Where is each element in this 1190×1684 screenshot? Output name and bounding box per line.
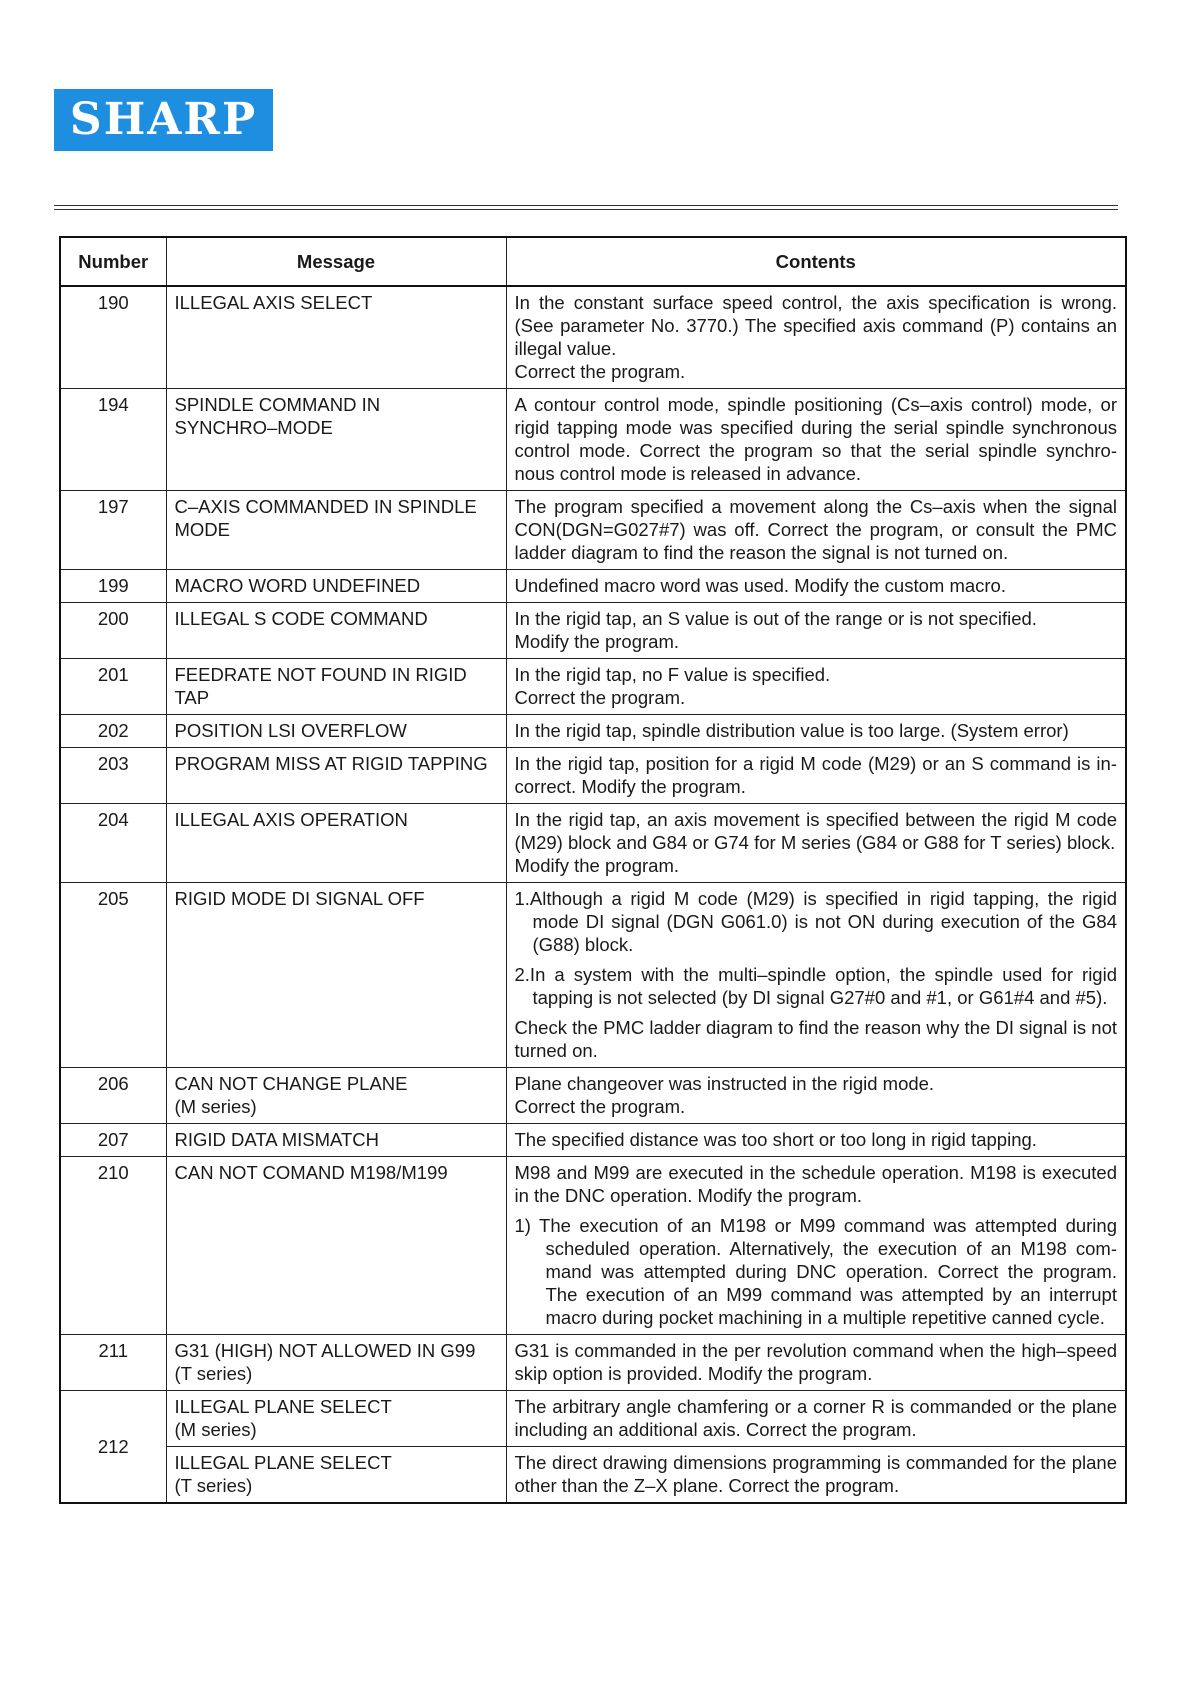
row-message: [166, 659, 506, 715]
row-number: 199: [60, 570, 166, 603]
row-number: 210: [60, 1157, 166, 1335]
message-line: TAP: [174, 687, 210, 708]
table-row: [60, 1335, 1126, 1391]
contents-line: Undefined macro word was used. Modify the custom macro.: [514, 575, 1006, 596]
row-contents: [506, 389, 1126, 491]
message-line: FEEDRATE NOT FOUND IN RIGID: [174, 664, 467, 685]
row-number: 201: [60, 659, 166, 715]
row-number: 202: [60, 715, 166, 748]
contents-line: The direct drawing dimensions programming is commanded for the plane other than the Z–X plane. Correct the program.: [514, 1452, 1117, 1496]
alarm-table: [59, 236, 1127, 1504]
contents-line: Correct the program.: [514, 687, 686, 708]
message-line: ILLEGAL S CODE COMMAND: [174, 608, 428, 629]
row-number: 207: [60, 1124, 166, 1157]
row-message: [166, 286, 506, 389]
row-contents: [506, 286, 1126, 389]
row-contents: [506, 715, 1126, 748]
message-line: (M series): [174, 1096, 257, 1117]
table-row: [60, 715, 1126, 748]
contents-line: The arbitrary angle chamfering or a corner R is commanded or the plane including an additional axis. Correct the program.: [514, 1396, 1117, 1440]
table-row: [60, 883, 1126, 1068]
row-number: 211: [60, 1335, 166, 1391]
row-number: 197: [60, 491, 166, 570]
row-contents: [506, 1068, 1126, 1124]
message-line: (T series): [174, 1363, 253, 1384]
row-message: [166, 603, 506, 659]
row-contents: [506, 1124, 1126, 1157]
contents-line: M98 and M99 are executed in the schedule operation. M198 is executed in the DNC operation. Modify the program.: [514, 1162, 1117, 1206]
message-line: (T series): [174, 1475, 253, 1496]
contents-line: In the rigid tap, no F value is specified.: [514, 664, 831, 685]
contents-line: Correct the program.: [514, 1096, 686, 1117]
message-line: MACRO WORD UNDEFINED: [174, 575, 421, 596]
header-contents: Contents: [506, 237, 1126, 286]
row-number: 190: [60, 286, 166, 389]
row-message: [166, 1447, 506, 1504]
row-number: 205: [60, 883, 166, 1068]
row-message: [166, 1335, 506, 1391]
row-number: 194: [60, 389, 166, 491]
contents-list-item: 1.Although a rigid M code (M29) is specified in rigid tapping, the rigid mode DI signal (DGN G061.0) is not ON during execution of the G84 (G88) block.: [514, 888, 1117, 955]
table-row: [60, 1157, 1126, 1335]
contents-line: The specified distance was too short or too long in rigid tapping.: [514, 1129, 1037, 1150]
row-message: [166, 748, 506, 804]
contents-line: The program specified a movement along the Cs–axis when the signal CON(DGN=G027#7) was off. Correct the program, or consult the PMC ladder diagram to find the reason the signal is not turned on.: [514, 496, 1117, 563]
row-contents: [506, 748, 1126, 804]
contents-line: A contour control mode, spindle positioning (Cs–axis control) mode, or rigid tapping mode was specified during the serial spindle synchronous control mode. Correct the program so that the serial spindle synchro-nous control mode is released in advance.: [514, 394, 1117, 484]
row-contents: [506, 491, 1126, 570]
row-contents: [506, 1335, 1126, 1391]
header-message: Message: [166, 237, 506, 286]
row-number: 200: [60, 603, 166, 659]
message-line: ILLEGAL PLANE SELECT: [174, 1452, 392, 1473]
table-row: [60, 1124, 1126, 1157]
contents-line: In the rigid tap, position for a rigid M code (M29) or an S command is in-correct. Modify the program.: [514, 753, 1117, 797]
contents-line: Plane changeover was instructed in the rigid mode.: [514, 1073, 935, 1094]
contents-line: Modify the program.: [514, 631, 680, 652]
message-line: (M series): [174, 1419, 257, 1440]
table-row: [60, 570, 1126, 603]
row-contents: [506, 1447, 1126, 1504]
message-line: ILLEGAL AXIS SELECT: [174, 292, 373, 313]
message-line: SPINDLE COMMAND IN: [174, 394, 381, 415]
message-line: CAN NOT CHANGE PLANE: [174, 1073, 408, 1094]
table-row: [60, 748, 1126, 804]
row-contents: [506, 883, 1126, 1068]
table-row: [60, 804, 1126, 883]
table-row: [60, 491, 1126, 570]
message-line: POSITION LSI OVERFLOW: [174, 720, 407, 741]
table-row: [60, 1447, 1126, 1504]
table-row: [60, 286, 1126, 389]
row-contents: [506, 570, 1126, 603]
row-message: [166, 1157, 506, 1335]
contents-line: G31 is commanded in the per revolution command when the high–speed skip option is provided. Modify the program.: [514, 1340, 1117, 1384]
header-number: Number: [60, 237, 166, 286]
contents-line: Modify the program.: [514, 855, 680, 876]
row-contents: [506, 659, 1126, 715]
row-contents: [506, 1391, 1126, 1447]
row-number: 212: [60, 1391, 166, 1504]
message-line: RIGID MODE DI SIGNAL OFF: [174, 888, 425, 909]
sharp-logo: [54, 89, 273, 151]
contents-list-item: 1) The execution of an M198 or M99 command was attempted during scheduled operation. Alternatively, the execution of an M198 com-mand was attempted during DNC operation. Correct the program. The execution of an M99 command was attempted by an interrupt macro during pocket machining in a multiple repetitive canned cycle.: [514, 1215, 1117, 1328]
table-row: [60, 659, 1126, 715]
contents-list-item: 2.In a system with the multi–spindle option, the spindle used for rigid tapping is not selected (by DI signal G27#0 and #1, or G61#4 and #5).: [514, 964, 1117, 1008]
row-message: [166, 570, 506, 603]
row-contents: [506, 1157, 1126, 1335]
table-row: [60, 1068, 1126, 1124]
row-number: 204: [60, 804, 166, 883]
message-line: PROGRAM MISS AT RIGID TAPPING: [174, 753, 488, 774]
row-message: [166, 1124, 506, 1157]
row-number: 203: [60, 748, 166, 804]
contents-line: Check the PMC ladder diagram to find the reason why the DI signal is not turned on.: [514, 1017, 1117, 1061]
contents-line: In the rigid tap, spindle distribution value is too large. (System error): [514, 720, 1069, 741]
row-message: [166, 389, 506, 491]
contents-line: In the rigid tap, an axis movement is specified between the rigid M code (M29) block and G84 or G74 for M series (G84 or G88 for T series) block.: [514, 809, 1117, 853]
row-contents: [506, 804, 1126, 883]
row-message: [166, 1391, 506, 1447]
row-number: 206: [60, 1068, 166, 1124]
table-header-row: [60, 237, 1126, 286]
contents-line: In the constant surface speed control, the axis specification is wrong. (See parameter No. 3770.) The specified axis command (P) contains an illegal value.: [514, 292, 1117, 359]
message-line: ILLEGAL AXIS OPERATION: [174, 809, 408, 830]
message-line: ILLEGAL PLANE SELECT: [174, 1396, 392, 1417]
table-row: [60, 389, 1126, 491]
table-row: [60, 1391, 1126, 1447]
row-message: [166, 1068, 506, 1124]
contents-line: In the rigid tap, an S value is out of the range or is not specified.: [514, 608, 1037, 629]
row-message: [166, 883, 506, 1068]
message-line: G31 (HIGH) NOT ALLOWED IN G99: [174, 1340, 476, 1361]
logo-text: SHARP: [69, 94, 258, 145]
message-line: RIGID DATA MISMATCH: [174, 1129, 380, 1150]
message-line: MODE: [174, 519, 230, 540]
message-line: CAN NOT COMAND M198/M199: [174, 1162, 448, 1183]
header-rule-top: [54, 205, 1118, 206]
row-contents: [506, 603, 1126, 659]
table-row: [60, 603, 1126, 659]
row-message: [166, 804, 506, 883]
row-message: [166, 715, 506, 748]
header-rule-bottom: [54, 209, 1118, 210]
row-message: [166, 491, 506, 570]
message-line: SYNCHRO–MODE: [174, 417, 333, 438]
message-line: C–AXIS COMMANDED IN SPINDLE: [174, 496, 477, 517]
contents-line: Correct the program.: [514, 361, 686, 382]
